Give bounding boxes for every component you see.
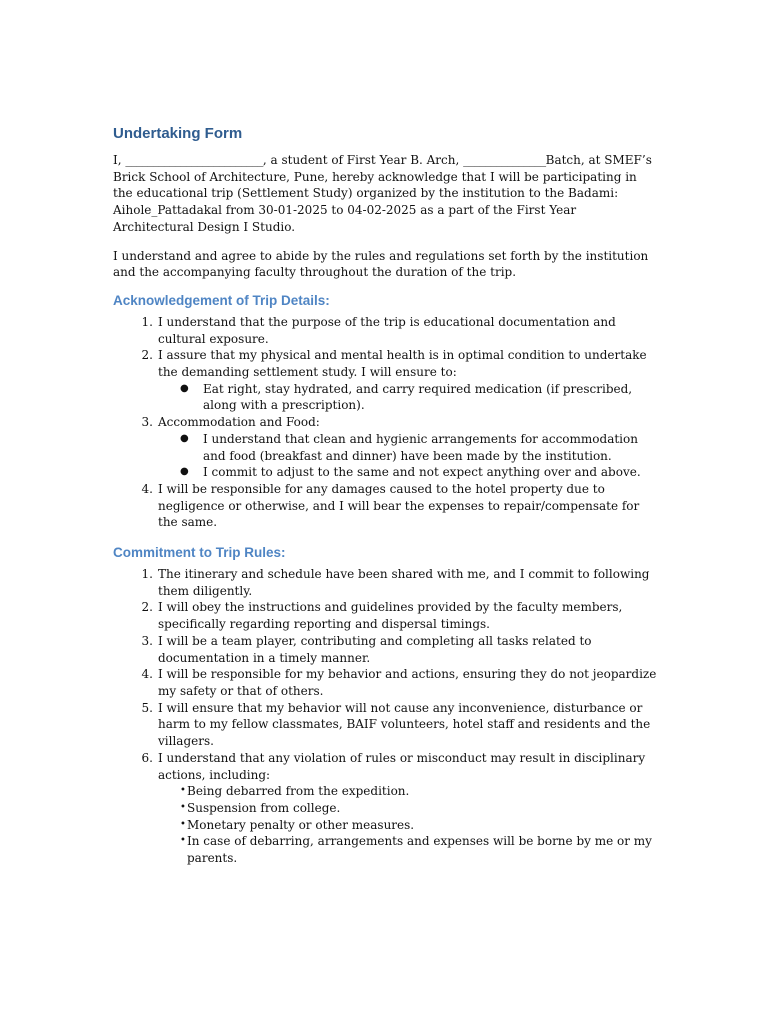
list-item [113,700,658,750]
sub-item-text: Suspension from college. [187,800,341,815]
list-item [113,599,658,632]
document-body [113,125,658,867]
item-number: 2. [141,600,153,615]
batch-blank: _______________ [463,153,546,167]
bullet-icon: ● [180,432,189,444]
sub-item-text: In case of debarring, arrangements and expenses will be borne by me or my parents. [187,834,652,866]
item-number: 6. [141,750,153,765]
list-item [113,666,658,699]
bullet-icon: • [180,818,186,830]
item-text: I will be responsible for my behavior and actions, ensuring they do not jeopardize my safety or that of others. [158,667,657,698]
sub-item-text: Being debarred from the expedition. [187,784,410,799]
bullet-icon: ● [180,382,189,394]
intro-paragraph [113,152,658,236]
form-title: Undertaking Form [113,125,243,142]
item-text: Accommodation and Food: [158,415,320,430]
agreement-paragraph: I understand and agree to abide by the rules and regulations set forth by the institution and the accompanying faculty throughout the duration of the trip. [113,248,649,280]
intro-suffix: Batch, at SMEF’s Brick School of Architecture, Pune, hereby acknowledge that I will be participating in the educational trip (Settlement Study) organized by the institution to the Badami: Aihole_Pattadakal from 30-01-2025 to 04-02-2025 as a part of the First Year Architectural Design I Studio. [113,153,652,234]
sub-list-item [158,833,658,866]
sub-list [158,431,658,481]
item-text: I will be responsible for any damages caused to the hotel property due to negligence or otherwise, and I will bear the expenses to repair/compensate for the same. [158,481,640,530]
item-number: 1. [141,567,153,582]
list-item [113,314,658,347]
item-text: I understand that the purpose of the trip is educational documentation and cultural exposure. [158,314,616,346]
list-item [113,414,658,481]
item-text: I will obey the instructions and guidelines provided by the faculty members, specifically regarding reporting and dispersal timings. [158,600,623,632]
item-text: I understand that any violation of rules or misconduct may result in disciplinary actions, including: [158,750,646,782]
intro-prefix: I, [113,153,126,167]
item-number: 3. [141,415,153,430]
sub-item-text: Eat right, stay hydrated, and carry required medication (if prescribed, along with a prescription). [203,381,633,413]
item-text: I will ensure that my behavior will not cause any inconvenience, disturbance or harm to my fellow classmates, BAIF volunteers, hotel staff and residents and the villagers. [158,700,651,749]
sub-list-item [158,381,658,414]
list-item [113,347,658,414]
name-blank: _________________________ [125,153,263,167]
sub-list-item [158,800,658,817]
bullet-icon: • [180,801,186,813]
item-number: 5. [141,700,153,715]
commitment-list [113,566,658,867]
intro-mid: , a student of First Year B. Arch, [262,153,464,167]
item-number: 4. [141,667,153,682]
item-text: The itinerary and schedule have been shared with me, and I commit to following them diligently. [158,567,650,598]
sub-list [158,381,658,414]
bullet-icon: • [180,835,186,847]
sub-item-text: Monetary penalty or other measures. [187,817,415,832]
bullet-icon: • [180,785,186,797]
acknowledgement-list [113,314,658,531]
sub-item-text: I commit to adjust to the same and not expect anything over and above. [203,465,641,480]
sub-list-item [158,431,658,464]
item-text: I assure that my physical and mental health is in optimal condition to undertake the demanding settlement study. I will ensure to: [158,348,647,380]
sub-list-item [158,783,658,800]
list-item [113,481,658,531]
item-text: I will be a team player, contributing and completing all tasks related to documentation in a timely manner. [158,633,592,665]
item-number: 1. [141,314,153,329]
list-item [113,633,658,666]
sub-item-text: I understand that clean and hygienic arrangements for accommodation and food (breakfast and dinner) have been made by the institution. [203,431,638,463]
item-number: 2. [141,348,153,363]
item-number: 4. [141,481,153,496]
bullet-icon: ● [180,466,189,478]
acknowledgement-heading: Acknowledgement of Trip Details: [113,292,330,308]
list-item [113,566,658,599]
sub-list-item [158,464,658,481]
sub-list-item [158,817,658,834]
item-number: 3. [141,633,153,648]
sub-list [158,783,658,867]
commitment-heading: Commitment to Trip Rules: [113,545,286,561]
list-item [113,750,658,867]
